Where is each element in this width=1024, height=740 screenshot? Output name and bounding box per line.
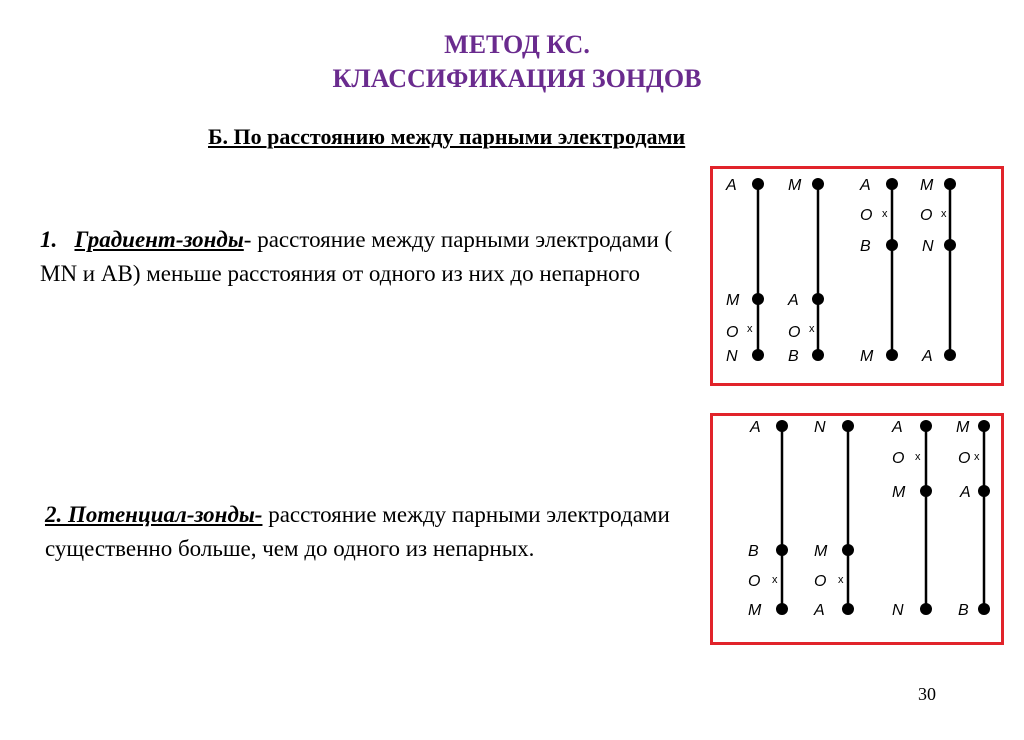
- electrode-dot: [886, 239, 898, 251]
- electrode-dot: [920, 485, 932, 497]
- title-line-2: КЛАССИФИКАЦИЯ ЗОНДОВ: [332, 64, 702, 93]
- point-marker: x: [809, 323, 815, 335]
- electrode-label: A: [814, 602, 825, 619]
- electrode-label: B: [788, 348, 799, 365]
- electrode-label: O: [788, 324, 801, 341]
- electrode-label: M: [860, 348, 874, 365]
- potential-probes-diagram: [710, 413, 1004, 645]
- electrode-dot: [944, 239, 956, 251]
- title-line-1: МЕТОД КС.: [444, 30, 590, 59]
- electrode-label: M: [748, 602, 762, 619]
- electrode-label: A: [726, 177, 737, 194]
- electrode-label: O: [726, 324, 739, 341]
- electrode-label: B: [748, 543, 759, 560]
- electrode-dot: [842, 603, 854, 615]
- electrode-dot: [752, 293, 764, 305]
- electrode-dot: [812, 349, 824, 361]
- gradient-probes-diagram: [710, 166, 1004, 386]
- point-marker: x: [941, 208, 947, 220]
- electrode-dot: [842, 544, 854, 556]
- potential-term: 2. Потенциал-зонды-: [45, 502, 263, 527]
- slide-title: [0, 28, 1024, 96]
- gradient-term: Градиент-зонды: [74, 227, 244, 252]
- electrode-label: A: [922, 348, 933, 365]
- electrode-label: N: [922, 238, 934, 255]
- point-marker: x: [974, 451, 980, 463]
- point-marker: x: [838, 574, 844, 586]
- electrode-label: N: [814, 419, 826, 436]
- electrode-dot: [978, 485, 990, 497]
- electrode-label: A: [892, 419, 903, 436]
- point-marker: x: [772, 574, 778, 586]
- electrode-label: M: [788, 177, 802, 194]
- gradient-number: 1.: [40, 227, 58, 252]
- electrode-dot: [886, 349, 898, 361]
- electrode-dot: [776, 420, 788, 432]
- electrode-dot: [920, 603, 932, 615]
- point-marker: x: [915, 451, 921, 463]
- electrode-dot: [978, 603, 990, 615]
- point-marker: x: [747, 323, 753, 335]
- electrode-label: M: [956, 419, 970, 436]
- electrode-label: N: [726, 348, 738, 365]
- electrode-label: N: [892, 602, 904, 619]
- electrode-label: M: [892, 484, 906, 501]
- electrode-dot: [920, 420, 932, 432]
- electrode-label: B: [958, 602, 969, 619]
- electrode-label: B: [860, 238, 871, 255]
- electrode-label: M: [814, 543, 828, 560]
- electrode-dot: [944, 178, 956, 190]
- electrode-label: O: [860, 207, 873, 224]
- electrode-label: A: [788, 292, 799, 309]
- electrode-label: A: [860, 177, 871, 194]
- electrode-dot: [776, 603, 788, 615]
- electrode-label: A: [960, 484, 971, 501]
- electrode-dot: [752, 349, 764, 361]
- electrode-label: O: [748, 573, 761, 590]
- electrode-dot: [978, 420, 990, 432]
- electrode-label: O: [814, 573, 827, 590]
- potential-probes-paragraph: [45, 498, 685, 566]
- electrode-label: O: [958, 450, 971, 467]
- gradient-probes-paragraph: [40, 223, 680, 291]
- electrode-label: O: [920, 207, 933, 224]
- electrode-label: O: [892, 450, 905, 467]
- point-marker: x: [882, 208, 888, 220]
- electrode-dot: [944, 349, 956, 361]
- electrode-dot: [812, 293, 824, 305]
- gradient-dash: -: [243, 227, 252, 252]
- potential-description: расстояние между парными электродами существенно больше, чем до одного из непарных.: [45, 502, 670, 561]
- electrode-dot: [886, 178, 898, 190]
- electrode-dot: [812, 178, 824, 190]
- electrode-dot: [752, 178, 764, 190]
- electrode-dot: [842, 420, 854, 432]
- electrode-dot: [776, 544, 788, 556]
- electrode-label: A: [750, 419, 761, 436]
- page-number: 30: [918, 684, 936, 704]
- section-subtitle: Б. По расстоянию между парными электродами: [208, 124, 686, 149]
- gradient-description: расстояние между парными электродами ( MN и AB) меньше расстояния от одного из них до непарного: [40, 227, 673, 286]
- electrode-label: M: [920, 177, 934, 194]
- electrode-label: M: [726, 292, 740, 309]
